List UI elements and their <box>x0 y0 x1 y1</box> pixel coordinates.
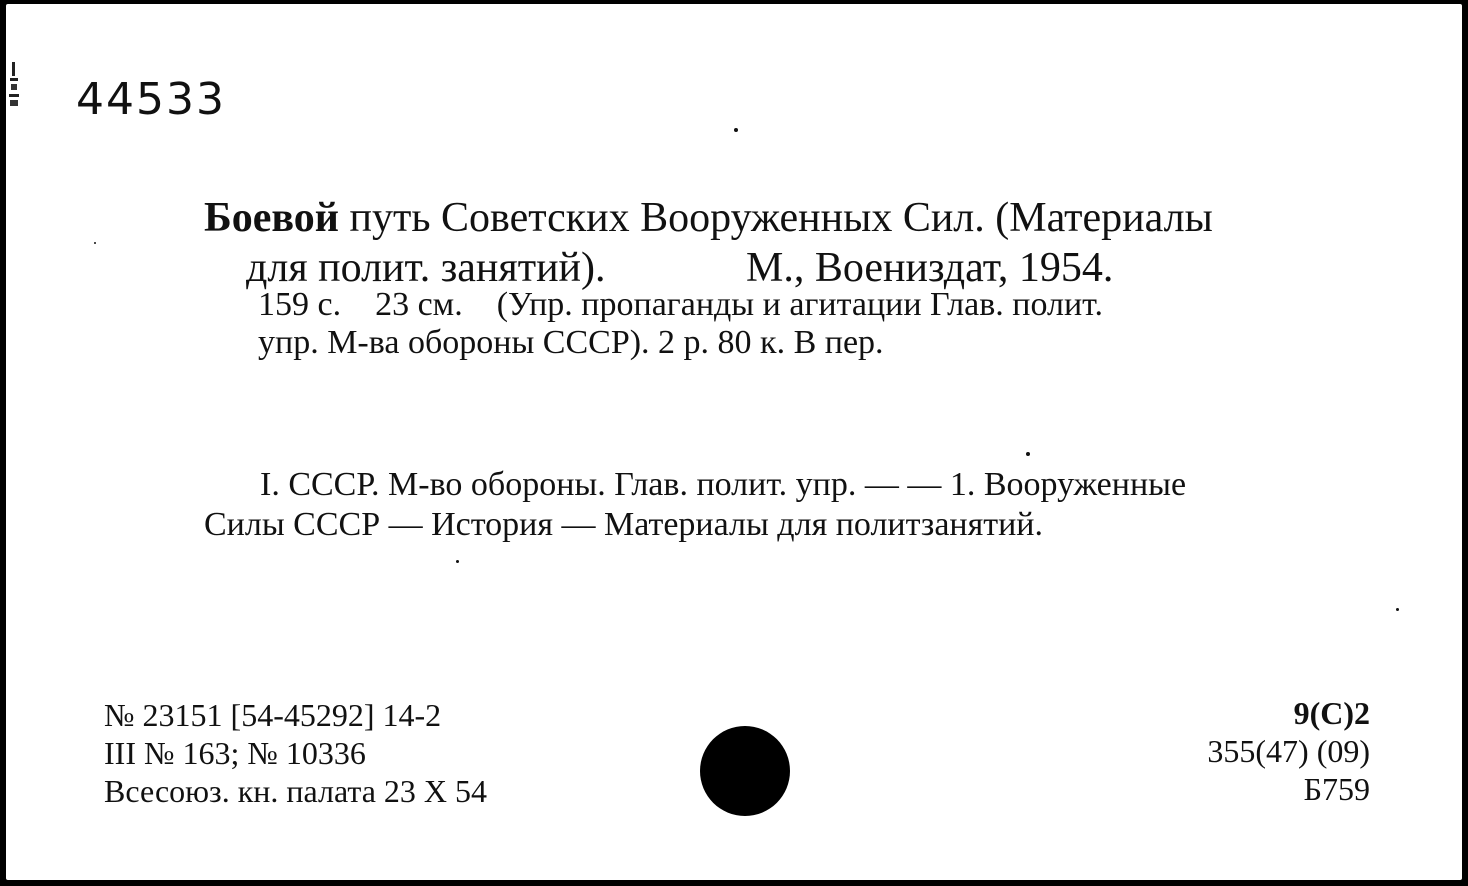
title-line-1 <box>204 190 1213 246</box>
collation-line-1: 159 с. 23 см. (Упр. пропаганды и агитации Глав. полит. <box>258 286 1103 323</box>
classification-code-2: 355(47) (09) <box>1207 733 1370 769</box>
imprint-text: М., Воениздат, 1954. <box>746 245 1114 291</box>
registry-line-1: № 23151 [54-45292] 14-2 <box>104 697 442 733</box>
print-speck <box>1026 452 1030 456</box>
catalog-card <box>6 4 1462 880</box>
punch-hole <box>700 726 790 816</box>
print-speck <box>1396 608 1399 611</box>
classification-code-3: Б759 <box>1303 771 1370 807</box>
print-speck <box>94 242 96 244</box>
registry-block <box>104 696 487 810</box>
title-text: путь Советских Вооруженных Сил. (Материалы <box>349 195 1213 241</box>
inventory-number: 44533 <box>76 74 226 125</box>
collation-line-2: упр. М-ва обороны СССР). 2 р. 80 к. В пер. <box>258 324 884 361</box>
tracing-line-1: I. СССР. М-во обороны. Глав. полит. упр. — — 1. Вооруженные <box>260 466 1187 503</box>
registry-line-3: Всесоюз. кн. палата 23 X 54 <box>104 773 487 809</box>
tracing-line-2: Силы СССР — История — Материалы для политзанятий. <box>204 506 1043 543</box>
print-speck <box>456 560 459 563</box>
margin-stamp-mark <box>8 62 22 110</box>
main-heading: Боевой <box>204 195 340 241</box>
registry-line-2: III № 163; № 10336 <box>104 735 366 771</box>
print-speck <box>734 128 738 132</box>
classification-code-1: 9(С)2 <box>1293 695 1370 731</box>
classification-block <box>1207 694 1370 808</box>
title-continuation: для полит. занятий). <box>246 245 606 291</box>
